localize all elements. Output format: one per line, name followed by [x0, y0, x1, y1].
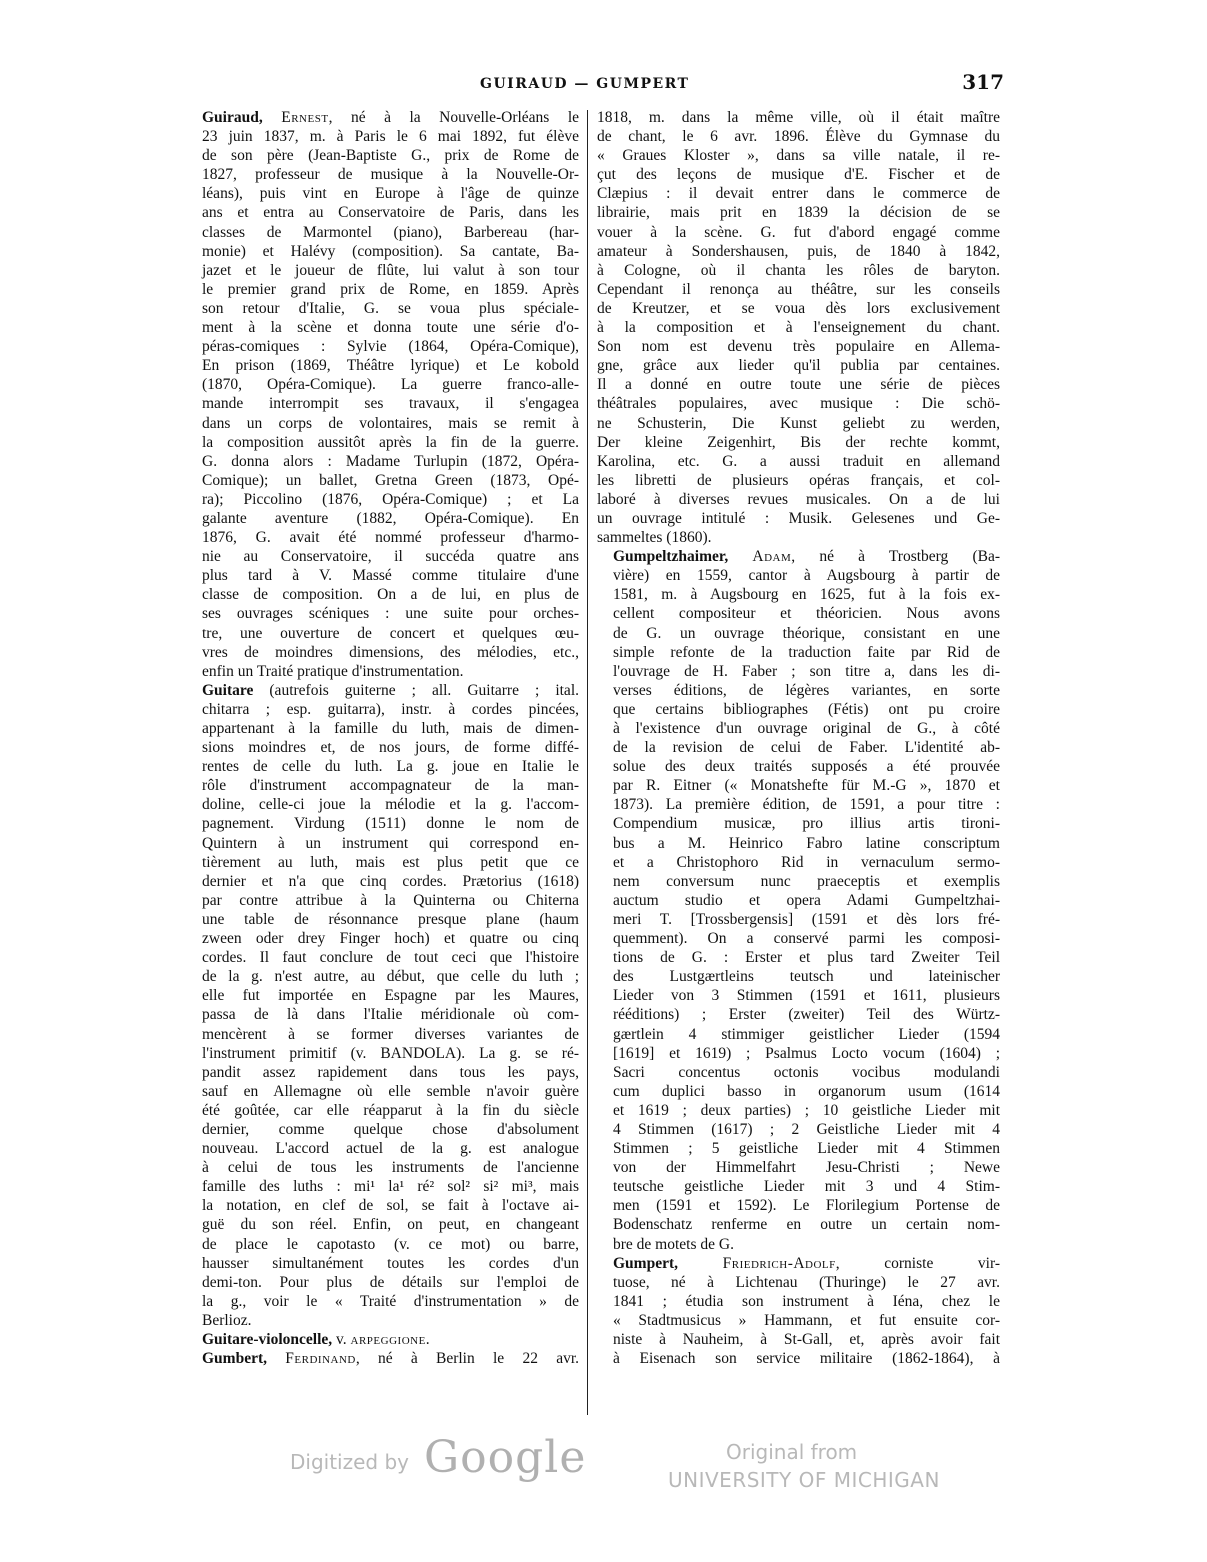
text-line: [1619] et 1619) ; Psalmus Locto vocum (1604) ; [613, 1044, 1000, 1062]
text-line: von der Himmelfahrt Jesu-Christi ; Newe [613, 1159, 1000, 1177]
text-line: théâtrales populaires, avec musique : Die schö- [597, 395, 1000, 413]
text-line: En prison (1869, Théâtre lyrique) et Le kobold [202, 357, 579, 375]
text-line: « Stadtmusicus » Hammann, et fut ensuite cor- [613, 1311, 1000, 1329]
text-line: de son père (Jean-Baptiste G., prix de Rome de [202, 147, 579, 165]
text-line: son retour d'Italie, G. se voua plus spéciale- [202, 299, 579, 317]
text-line: jazet et le joueur de flûte, lui valut à son tour [202, 261, 579, 279]
text-line: rôle d'instrument accompagnateur de la man- [202, 777, 579, 795]
text-line: Compendium musicæ, pro illius artis tironi- [613, 815, 1000, 833]
text-line: Sacri concentus octonis vocibus modulandi [613, 1063, 1000, 1081]
text-line: tre, une ouverture de concert et quelques œu- [202, 624, 579, 642]
text-line: classes de Marmontel (piano), Barbereau (har- [202, 223, 579, 241]
right-column [597, 108, 1000, 1368]
text-line: zween oder drey Finger hoch) et quatre ou cinq [202, 930, 579, 948]
text-line: un ouvrage intitulé : Musik. Gelesenes und Ge- [597, 509, 1000, 527]
text-line: des Lustgærtleins teutsch und lateinischer [613, 968, 1000, 986]
text-line: à Cologne, où il chanta les rôles de baryton. [597, 261, 1000, 279]
page-number: 317 [962, 70, 1004, 94]
text-line: été goûtée, car elle réapparut à la fin du siècle [202, 1101, 579, 1119]
text-line: la composition aussitôt après la fin de la guerre. [202, 433, 579, 451]
headword: Guiraud, [202, 109, 263, 126]
text-line: 1876, G. avait été nommé professeur d'harmo- [202, 529, 579, 547]
running-head: GUIRAUD — GUMPERT [480, 76, 690, 92]
text-line: verses éditions, de légères variantes, en sorte [613, 681, 1000, 699]
text-line: elle fut importée en Espagne par les Maures, [202, 987, 579, 1005]
headword: Gumpeltzhaimer, [613, 548, 729, 566]
text-line: cellent compositeur et théoricien. Nous avons [613, 605, 1000, 623]
headword: Guitare-violoncelle, [202, 1331, 333, 1348]
headword: Guitare [202, 681, 254, 699]
text-line: rééditions) ; Erster (zweiter) Teil des Würtz- [613, 1006, 1000, 1024]
text-line: pandit assez rapidement dans tous les pays, [202, 1063, 579, 1081]
text-line: bus a M. Heinrico Fabro latine conscriptum [613, 834, 1000, 852]
entry-gumbert [186, 1349, 579, 1368]
digitization-footer [0, 1432, 1207, 1498]
entry-body [597, 108, 1000, 547]
text-line: sammeltes (1860). [597, 529, 712, 547]
text-line: niste à Nauheim, à St-Gall, et, après avoir fait [613, 1331, 1000, 1348]
text-line: galante aventure (1882, Opéra-Comique). En [202, 509, 579, 527]
text-line: Der kleine Zeigenhirt, Bis der rechte kommt, [597, 433, 1000, 451]
text-line: Stimmen ; 5 geistliche Lieder mit 4 Stimmen [613, 1140, 1000, 1158]
text-line: pagnement. Virdung (1511) donne le nom de [202, 815, 579, 833]
text-line: demi-ton. Pour plus de détails sur l'emploi de [202, 1273, 579, 1291]
page-header [186, 68, 1004, 104]
text-line: bre de motets de G. [613, 1235, 734, 1253]
entry-first-line: Gumbert, Ferdinand, né à Berlin le 22 avr. [202, 1350, 580, 1368]
column-divider [587, 110, 588, 1415]
text-line: teutsche geistliche Lieder mit 3 und 4 Stim- [613, 1178, 1000, 1196]
text-line: vière) en 1559, cantor à Augsbourg à partir de [613, 567, 1000, 585]
entry-first-line: Gumpert, Friedrich-Adolf, corniste vir- [613, 1254, 1000, 1272]
text-line: men (1591 et 1592). Le Florilegium Portense de [613, 1197, 1000, 1215]
text-line: 1841 ; étudia son instrument à Iéna, chez le [613, 1292, 1000, 1310]
entry-guitare-violoncelle [186, 1330, 579, 1349]
text-line: la g., voir le « Traité d'instrumentation » de [202, 1292, 579, 1310]
text-line: Cependant il renonça au théâtre, sur les conseils [597, 280, 1000, 298]
text-line: une table de résonnance presque plane (haum [202, 910, 579, 928]
text-line: rentes de celle du luth. La g. joue en Italie le [202, 758, 579, 776]
text-line: par contre attribue à la Quinterna ou Chiterna [202, 891, 579, 909]
text-line: passa de là dans l'Italie méridionale où com- [202, 1006, 579, 1024]
headword: Gumpert, [613, 1254, 679, 1272]
text-line: meri T. [Trossbergensis] (1591 et dès lors fré- [613, 910, 1000, 928]
text-line: guë du son réel. Enfin, on peut, en changeant [202, 1216, 579, 1234]
text-line: enfin un Traité pratique d'instrumentation. [202, 662, 464, 680]
text-line: que certains bibliographes (Fétis) ont pu croire [613, 700, 1000, 718]
text-line: Son nom est devenu très populaire en Allema- [597, 338, 1000, 356]
text-line: nie au Conservatoire, il succéda quatre ans [202, 548, 579, 566]
text-line: Comique); un ballet, Gretna Green (1873, Opé- [202, 471, 579, 489]
text-line: dernier, comme quelque chose d'absolument [202, 1120, 579, 1138]
entry-first-line: Guiraud, Ernest, né à la Nouvelle-Orléans le [202, 109, 580, 126]
entry-gumbert-continued [597, 108, 1000, 547]
text-line: tièrement au luth, mais est plus petit que ce [202, 853, 579, 871]
text-line: solue des deux traités supposés a été prouvée [613, 758, 1000, 776]
text-line: ses ouvrages scéniques : une suite pour orches- [202, 605, 579, 623]
text-line: ra); Piccolino (1876, Opéra-Comique) ; et La [202, 490, 579, 508]
text-line: gærtlein 4 stimmiger geistlicher Lieder (1594 [613, 1025, 1000, 1043]
text-line: nouveau. L'accord actuel de la g. est analogue [202, 1140, 579, 1158]
text-line: librairie, mais prit en 1839 la décision de se [597, 204, 1000, 222]
text-line: de la g. n'est autre, au début, que celle du luth ; [202, 968, 579, 986]
text-line: la notation, en clef de sol, se fait à l'octave ai- [202, 1197, 579, 1215]
cross-reference: arpeggione. [350, 1331, 431, 1348]
text-line: Quintern à un instrument qui correspond en- [202, 834, 579, 852]
text-line: ans et entra au Conservatoire de Paris, dans les [202, 204, 579, 222]
text-line: auctum studio et opera Adami Gumpeltzhai- [613, 891, 1000, 909]
entry-first-line: Guitare-violoncelle, v. arpeggione. [202, 1331, 431, 1348]
text-line: de place le capotasto (v. ce mot) ou barre, [202, 1235, 579, 1253]
text-line: cum duplici basso in organorum usum (1614 [613, 1082, 1000, 1100]
text-line: Bodenschatz renferme en outre un certain nom- [613, 1216, 1000, 1234]
text-line: de G. un ouvrage théorique, consistant en une [613, 624, 1000, 642]
entry-body [186, 127, 579, 681]
text-line: Berlioz. [202, 1311, 252, 1329]
entry-gumpert [597, 1254, 1000, 1369]
original-from-label: Original from [726, 1440, 858, 1464]
text-line: (1870, Opéra-Comique). La guerre franco-alle- [202, 376, 579, 394]
entry-body [597, 1273, 1000, 1368]
text-line: Karolina, etc. G. a aussi traduit en allemand [597, 452, 1000, 470]
text-line: sauf en Allemagne où elle semble n'avoir guère [202, 1082, 579, 1100]
text-line: l'instrument primitif (v. BANDOLA). La g. se ré- [202, 1044, 579, 1062]
text-line: doline, celle-ci joue la mélodie et la g. l'accom- [202, 796, 579, 814]
text-line: les libretti de plusieurs opéras français, et col- [597, 471, 1000, 489]
text-line: le premier grand prix de Rome, en 1859. Après [202, 280, 579, 298]
text-line: 1827, professeur de musique à la Nouvelle-Or- [202, 166, 579, 184]
text-line: laboré à diverses revues musicales. On a de lui [597, 490, 1000, 508]
text-line: 1581, m. à Augsbourg en 1625, fut à la fois ex- [613, 586, 1000, 604]
text-line: Clæpius : il devait entrer dans le commerce de [597, 185, 1000, 203]
forename: Friedrich-Adolf [722, 1254, 836, 1272]
text-line: classe de composition. On a de lui, en plus de [202, 586, 579, 604]
text-line: l'ouvrage de H. Faber ; son titre a, dans les di- [613, 662, 1000, 680]
university-label: UNIVERSITY OF MICHIGAN [668, 1468, 940, 1492]
text-line: de la revision de celui de Faber. L'identité ab- [613, 739, 1000, 757]
text-line: dans un corps de volontaires, mais se remit à [202, 414, 579, 432]
text-line: à la composition et à l'enseignement du chant. [597, 319, 1000, 337]
entry-guitare [186, 681, 579, 1330]
text-line: à celui de tous les instruments de l'ancienne [202, 1159, 579, 1177]
text-line: gne, grâce aux lieder qu'il publia par centaines. [597, 357, 1000, 375]
text-line: quemment). On a conservé parmi les composi- [613, 930, 1000, 948]
text-line: Lieder von 3 Stimmen (1591 et 1611, plusieurs [613, 987, 1000, 1005]
text-line: famille des luths : mi¹ la¹ ré² sol² si² mi³, mais [202, 1178, 579, 1196]
text-line: G. donna alors : Madame Turlupin (1872, Opéra- [202, 452, 579, 470]
text-line: mencèrent à se former diverses variantes de [202, 1025, 579, 1043]
entry-body [186, 700, 579, 1330]
text-line: et a Christophoro Rid in vernaculum sermo- [613, 853, 1000, 871]
text-line: péras-comiques : Sylvie (1864, Opéra-Comique), [202, 338, 579, 356]
text-line: à l'existence d'un ouvrage original de G., à côté [613, 720, 1000, 737]
forename: Adam [752, 548, 792, 566]
text-line: 1873). La première édition, de 1591, a pour titre : [613, 796, 1000, 814]
text-line: « Graues Kloster », dans sa ville natale, il re- [597, 147, 1000, 165]
forename: Ferdinand [285, 1350, 356, 1368]
text-line: par R. Eitner (« Monatshefte für M.-G », 1870 et [613, 777, 1000, 795]
text-line: vres de moindres dimensions, des mélodies, etc., [202, 643, 579, 661]
text-line: 4 Stimmen (1617) ; 2 Geistliche Lieder mit 4 [613, 1120, 1000, 1138]
text-line: tions de G. : Erster et plus tard Zweiter Teil [613, 949, 1000, 967]
digitized-by-label: Digitized by [290, 1450, 409, 1474]
entry-guiraud [186, 108, 579, 681]
google-logo: Google [424, 1432, 587, 1483]
text-line: hausser simultanément toutes les cordes d'un [202, 1254, 579, 1272]
entry-body [597, 566, 1000, 1253]
text-line: et 1619 ; deux parties) ; 10 geistliche Lieder mit [613, 1101, 1000, 1119]
text-line: à Eisenach son service militaire (1862-1864), à [613, 1350, 1000, 1368]
text-line: chitarra ; esp. guitarra), instr. à cordes pincées, [202, 700, 579, 718]
text-line: plus tard à V. Massé comme titulaire d'une [202, 567, 579, 585]
text-line: nem conversum nunc praeceptis et exemplis [613, 872, 1000, 890]
text-line: de Kreutzer, et se voua dès lors exclusivement [597, 299, 1000, 317]
text-line: simple refonte de la traduction faite par Rid de [613, 643, 1000, 661]
headword: Gumbert, [202, 1350, 268, 1368]
text-line: dernier et n'a que cinq cordes. Prætorius (1618) [202, 872, 579, 890]
left-column [186, 108, 579, 1368]
entry-gumpeltzhaimer [597, 547, 1000, 1253]
text-line: 23 juin 1837, m. à Paris le 6 mai 1892, fut élève [202, 128, 579, 146]
text-line: vouer à la scène. G. fut d'abord engagé comme [597, 223, 1000, 241]
text-line: 1818, m. dans la même ville, où il était maître [597, 109, 1000, 126]
text-line: appartenant à la famille du luth, mais de dimen- [202, 720, 579, 737]
text-line: ment à la scène et donna toute une série d'o- [202, 319, 579, 337]
text-line: çut des leçons de musique d'E. Fischer et de [597, 166, 1000, 184]
text-line: cordes. Il faut conclure de tout ceci que l'histoire [202, 949, 579, 967]
forename: Ernest [281, 109, 329, 126]
text-line: léans), puis vint en Europe à l'âge de quinze [202, 185, 579, 203]
text-line: amateur à Sondershausen, puis, de 1840 à 1842, [597, 242, 1000, 260]
entry-first-line: Guitare (autrefois guiterne ; all. Guitarre ; ital. [202, 681, 579, 699]
text-line: ne Schusterin, Die Kunst geliebt zu werden, [597, 414, 1000, 432]
text-line: tuose, né à Lichtenau (Thuringe) le 27 avr. [613, 1273, 1000, 1291]
text-line: Il a donné en outre toute une série de pièces [597, 376, 1000, 394]
text-line: monie) et Halévy (composition). Sa cantate, Ba- [202, 242, 579, 260]
entry-first-line: Gumpeltzhaimer, Adam, né à Trostberg (Ba- [613, 548, 1000, 566]
text-line: sions moindres et, de nos jours, de forme diffé- [202, 739, 579, 757]
text-line: de chant, le 6 avr. 1896. Élève du Gymnase du [597, 128, 1000, 146]
text-line: mande interrompit ses travaux, il s'engagea [202, 395, 579, 413]
